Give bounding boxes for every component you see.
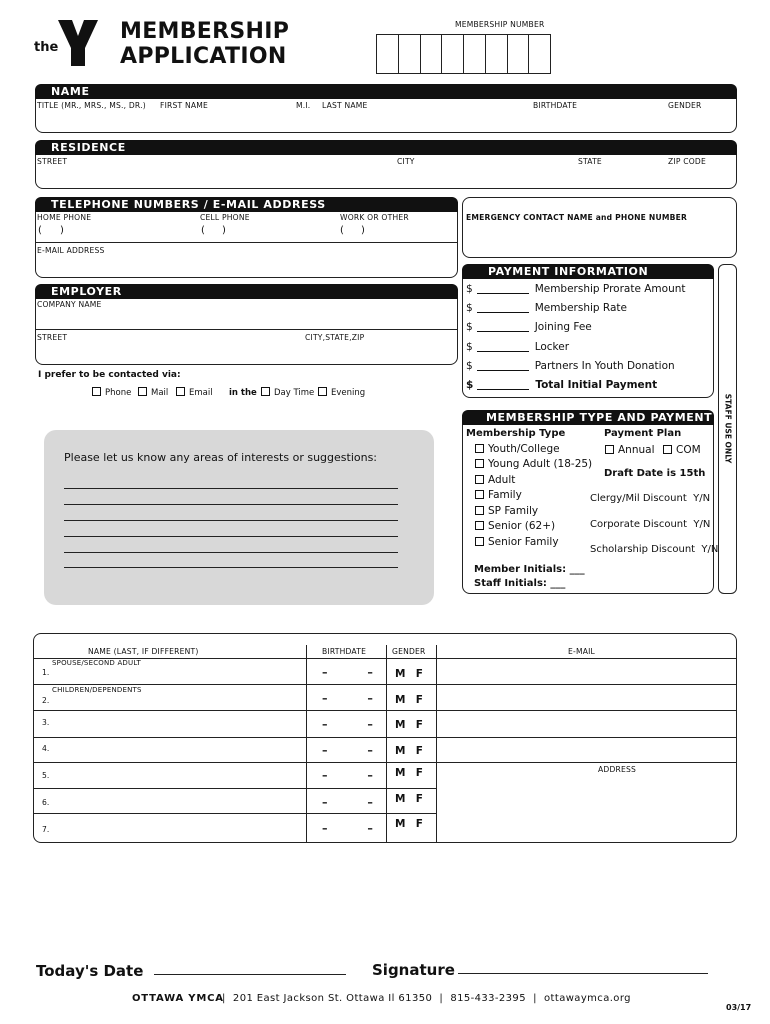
checkbox-icon: [92, 387, 101, 396]
contact-mail-option[interactable]: Mail: [138, 387, 168, 398]
address-label: ADDRESS: [598, 765, 637, 774]
title-line-1: MEMBERSHIP: [120, 19, 290, 44]
residence-city-label: CITY: [397, 157, 415, 166]
staff-initials[interactable]: Staff Initials: ___: [474, 578, 566, 589]
mi-label: M.I.: [296, 101, 311, 110]
email-address-label: E-MAIL ADDRESS: [37, 246, 105, 255]
membership-number-label: MEMBERSHIP NUMBER: [455, 20, 545, 29]
last-name-label: LAST NAME: [322, 101, 368, 110]
plan-com[interactable]: COM: [663, 444, 701, 456]
footer-address: | 201 East Jackson St. Ottawa Il 61350 | 815-433-2395 | ottawaymca.org: [222, 993, 631, 1004]
cell-phone-label: CELL PHONE: [200, 213, 250, 222]
work-phone-label: WORK OR OTHER: [340, 213, 409, 222]
checkbox-icon: [475, 506, 484, 515]
row-7-birthdate[interactable]: – –: [322, 822, 391, 835]
row-6-gender[interactable]: M F: [395, 793, 424, 805]
payment-row-total[interactable]: $ Total Initial Payment: [466, 379, 658, 391]
spouse-label: SPOUSE/SECOND ADULT: [52, 659, 141, 667]
birthdate-label: BIRTHDATE: [533, 101, 578, 110]
checkbox-icon: [605, 445, 614, 454]
name-section-title: NAME: [35, 84, 737, 99]
contact-evening-option[interactable]: Evening: [318, 387, 365, 398]
checkbox-icon: [475, 490, 484, 499]
membership-type-title: MEMBERSHIP TYPE AND PAYMENT: [462, 410, 714, 425]
logo-the-text: the: [34, 40, 59, 55]
dependents-header-email: E-MAIL: [568, 647, 595, 656]
row-7-number: 7.: [42, 825, 50, 834]
type-young-adult[interactable]: Young Adult (18-25): [475, 458, 592, 470]
dependents-header-birthdate: BIRTHDATE: [322, 647, 367, 656]
row-3-birthdate[interactable]: – –: [322, 718, 391, 731]
row-3-number: 3.: [42, 718, 50, 727]
footer-org: OTTAWA YMCA: [132, 993, 224, 1004]
signature-line[interactable]: [458, 973, 708, 974]
checkbox-icon: [138, 387, 147, 396]
dependents-header-gender: GENDER: [392, 647, 426, 656]
title-field-label: TITLE (MR., MRS., MS., DR.): [37, 101, 146, 110]
checkbox-icon: [475, 444, 484, 453]
ymca-y-icon: [56, 18, 100, 68]
checkbox-icon: [475, 537, 484, 546]
checkbox-icon: [475, 475, 484, 484]
gender-label: GENDER: [668, 101, 702, 110]
row-2-birthdate[interactable]: – –: [322, 692, 391, 705]
todays-date-label: Today's Date: [36, 962, 144, 980]
signature-label: Signature: [372, 961, 455, 979]
residence-zip-label: ZIP CODE: [668, 157, 706, 166]
payment-row-locker[interactable]: $ Locker: [466, 341, 570, 353]
employer-citystatezip-label: CITY,STATE,ZIP: [305, 333, 365, 342]
row-2-gender[interactable]: M F: [395, 694, 424, 706]
home-phone-area-open: (: [38, 225, 42, 236]
row-5-birthdate[interactable]: – –: [322, 769, 391, 782]
payment-row-donation[interactable]: $ Partners In Youth Donation: [466, 360, 675, 372]
type-senior[interactable]: Senior (62+): [475, 520, 555, 532]
contact-in-the-label: in the: [229, 388, 257, 398]
dependents-header-name: NAME (LAST, IF DIFFERENT): [88, 647, 199, 656]
children-label: CHILDREN/DEPENDENTS: [52, 686, 142, 694]
employer-section-title: EMPLOYER: [35, 284, 458, 299]
row-5-gender[interactable]: M F: [395, 767, 424, 779]
checkbox-icon: [261, 387, 270, 396]
row-1-gender[interactable]: M F: [395, 668, 424, 680]
home-phone-label: HOME PHONE: [37, 213, 92, 222]
discount-clergy[interactable]: Clergy/Mil Discount Y/N: [590, 493, 711, 504]
footer-version: 03/17: [726, 1003, 752, 1012]
row-7-gender[interactable]: M F: [395, 818, 424, 830]
row-6-number: 6.: [42, 798, 50, 807]
membership-number-boxes[interactable]: [376, 34, 551, 74]
contact-pref-label: I prefer to be contacted via:: [38, 370, 181, 380]
residence-street-label: STREET: [37, 157, 68, 166]
suggestions-prompt: Please let us know any areas of interests or suggestions:: [64, 451, 378, 464]
emergency-contact-label: EMERGENCY CONTACT NAME and PHONE NUMBER: [466, 213, 688, 222]
type-family[interactable]: Family: [475, 489, 522, 501]
row-4-birthdate[interactable]: – –: [322, 744, 391, 757]
todays-date-line[interactable]: [154, 974, 346, 975]
row-1-number: 1.: [42, 668, 50, 677]
work-phone-area-close: ): [361, 225, 365, 236]
checkbox-icon: [663, 445, 672, 454]
payment-row-prorate[interactable]: $ Membership Prorate Amount: [466, 283, 686, 295]
plan-annual[interactable]: Annual: [605, 444, 655, 456]
row-4-gender[interactable]: M F: [395, 745, 424, 757]
row-5-number: 5.: [42, 771, 50, 780]
page-title: [120, 19, 289, 69]
contact-daytime-option[interactable]: Day Time: [261, 387, 314, 398]
payment-row-rate[interactable]: $ Membership Rate: [466, 302, 627, 314]
row-6-birthdate[interactable]: – –: [322, 796, 391, 809]
checkbox-icon: [475, 521, 484, 530]
contact-email-option[interactable]: Email: [176, 387, 213, 398]
row-3-gender[interactable]: M F: [395, 719, 424, 731]
row-1-birthdate[interactable]: – –: [322, 666, 391, 679]
ymca-logo: [32, 18, 102, 68]
checkbox-icon: [475, 459, 484, 468]
membership-type-heading: Membership Type: [466, 428, 566, 439]
contact-phone-option[interactable]: Phone: [92, 387, 131, 398]
residence-state-label: STATE: [578, 157, 602, 166]
type-adult[interactable]: Adult: [475, 474, 515, 486]
row-4-number: 4.: [42, 744, 50, 753]
type-youth-college[interactable]: Youth/College: [475, 443, 560, 455]
telephone-section-title: TELEPHONE NUMBERS / E-MAIL ADDRESS: [35, 197, 458, 212]
discount-corporate[interactable]: Corporate Discount Y/N: [590, 519, 711, 530]
checkbox-icon: [318, 387, 327, 396]
payment-info-title: PAYMENT INFORMATION: [462, 264, 714, 279]
member-initials[interactable]: Member Initials: ___: [474, 564, 585, 575]
cell-phone-area-close: ): [222, 225, 226, 236]
payment-plan-heading: Payment Plan: [604, 428, 682, 439]
discount-scholarship[interactable]: Scholarship Discount Y/N: [590, 544, 719, 555]
payment-row-joining-fee[interactable]: $ Joining Fee: [466, 321, 592, 333]
cell-phone-area-open: (: [201, 225, 205, 236]
type-senior-family[interactable]: Senior Family: [475, 536, 559, 548]
type-sp-family[interactable]: SP Family: [475, 505, 538, 517]
title-line-2: APPLICATION: [120, 44, 287, 69]
row-2-number: 2.: [42, 696, 50, 705]
first-name-label: FIRST NAME: [160, 101, 208, 110]
home-phone-area-close: ): [60, 225, 64, 236]
work-phone-area-open: (: [340, 225, 344, 236]
employer-street-label: STREET: [37, 333, 68, 342]
logo-ymca-text: YMCA: [87, 48, 93, 61]
staff-use-label: STAFF USE ONLY: [723, 393, 733, 464]
residence-section-title: RESIDENCE: [35, 140, 737, 155]
checkbox-icon: [176, 387, 185, 396]
company-name-label: COMPANY NAME: [37, 300, 102, 309]
emergency-contact-box[interactable]: [462, 197, 737, 258]
draft-date-note: Draft Date is 15th: [604, 468, 706, 479]
